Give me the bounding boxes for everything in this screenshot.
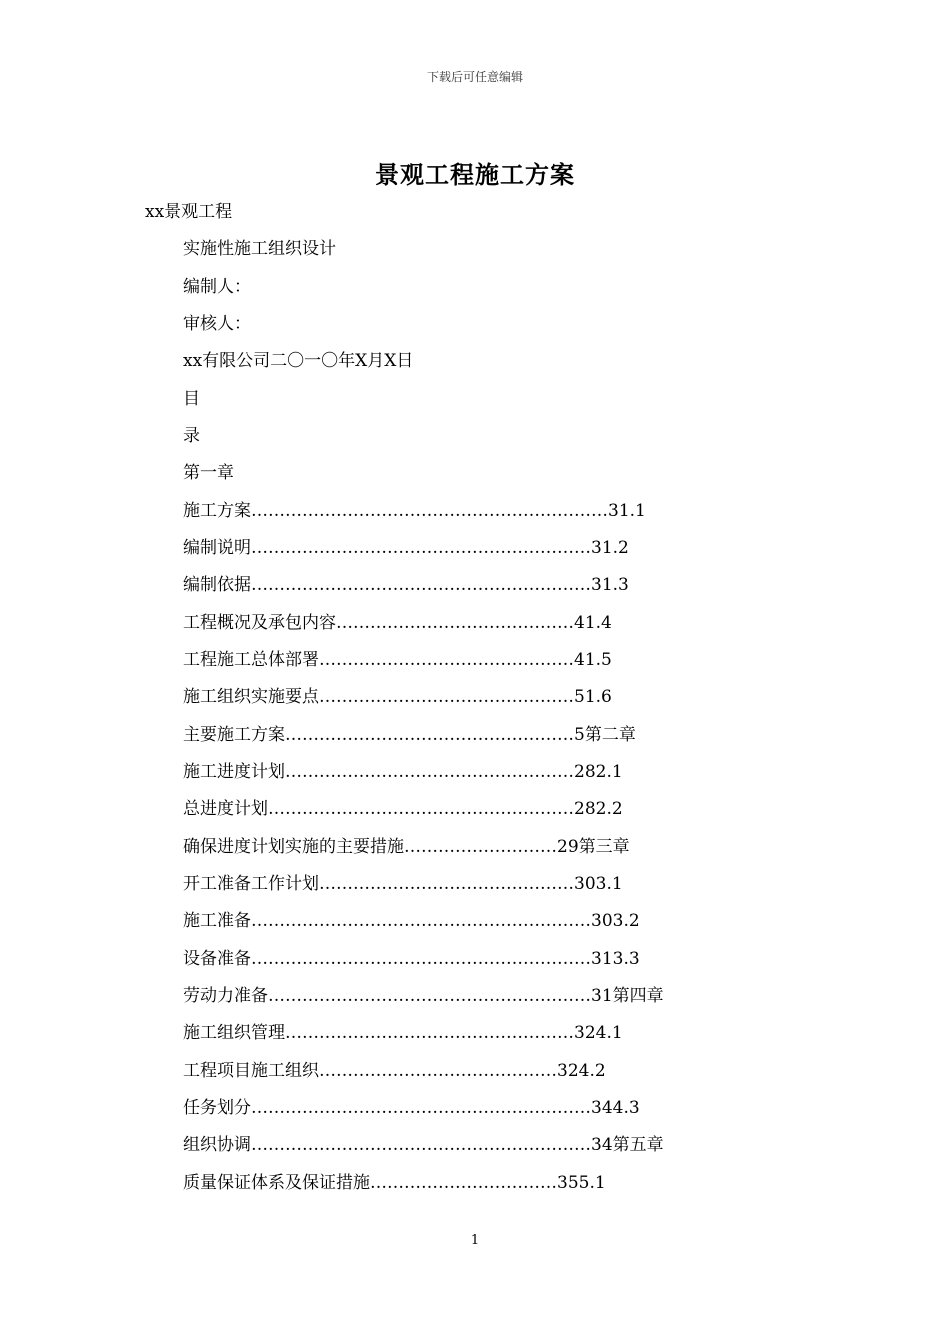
- toc-heading-lu: 录: [183, 426, 200, 446]
- toc-entry: 工程概况及承包内容……………………………………41.4: [183, 613, 612, 633]
- company-date: xx有限公司二〇一〇年X月X日: [183, 351, 414, 371]
- toc-entry: 编制说明……………………………………………………31.2: [183, 538, 629, 558]
- toc-entry: 施工组织管理……………………………………………324.1: [183, 1023, 623, 1043]
- page-number: 1: [470, 1233, 480, 1248]
- project-name: xx景观工程: [145, 202, 233, 222]
- header-note: 下载后可任意编辑: [426, 70, 523, 84]
- toc-entry: 任务划分……………………………………………………344.3: [183, 1098, 640, 1118]
- toc-entry: 质量保证体系及保证措施……………………………355.1: [183, 1173, 606, 1193]
- toc-entry: 编制依据……………………………………………………31.3: [183, 575, 629, 595]
- editor-label: 编制人：: [183, 277, 251, 297]
- toc-entry: 施工方案………………………………………………………31.1: [183, 501, 646, 521]
- document-title: 景观工程施工方案: [375, 160, 575, 189]
- toc-entry: 总进度计划………………………………………………282.2: [183, 799, 623, 819]
- design-subtitle: 实施性施工组织设计: [183, 239, 336, 259]
- toc-entry: 开工准备工作计划………………………………………303.1: [183, 874, 623, 894]
- toc-heading-mu: 目: [183, 389, 200, 409]
- toc-entry: 确保进度计划实施的主要措施………………………29第三章: [183, 837, 630, 857]
- toc-entry: 劳动力准备…………………………………………………31第四章: [183, 986, 664, 1006]
- toc-entry: 主要施工方案……………………………………………5第二章: [183, 725, 636, 745]
- toc-entry: 工程施工总体部署………………………………………41.5: [183, 650, 612, 670]
- chapter-one-label: 第一章: [183, 463, 234, 483]
- toc-entry: 设备准备……………………………………………………313.3: [183, 949, 640, 969]
- reviewer-label: 审核人：: [183, 314, 251, 334]
- toc-entry: 施工进度计划……………………………………………282.1: [183, 762, 623, 782]
- toc-entry: 工程项目施工组织……………………………………324.2: [183, 1061, 606, 1081]
- toc-entry: 组织协调……………………………………………………34第五章: [183, 1135, 664, 1155]
- toc-entry: 施工准备……………………………………………………303.2: [183, 911, 640, 931]
- toc-entry: 施工组织实施要点………………………………………51.6: [183, 687, 612, 707]
